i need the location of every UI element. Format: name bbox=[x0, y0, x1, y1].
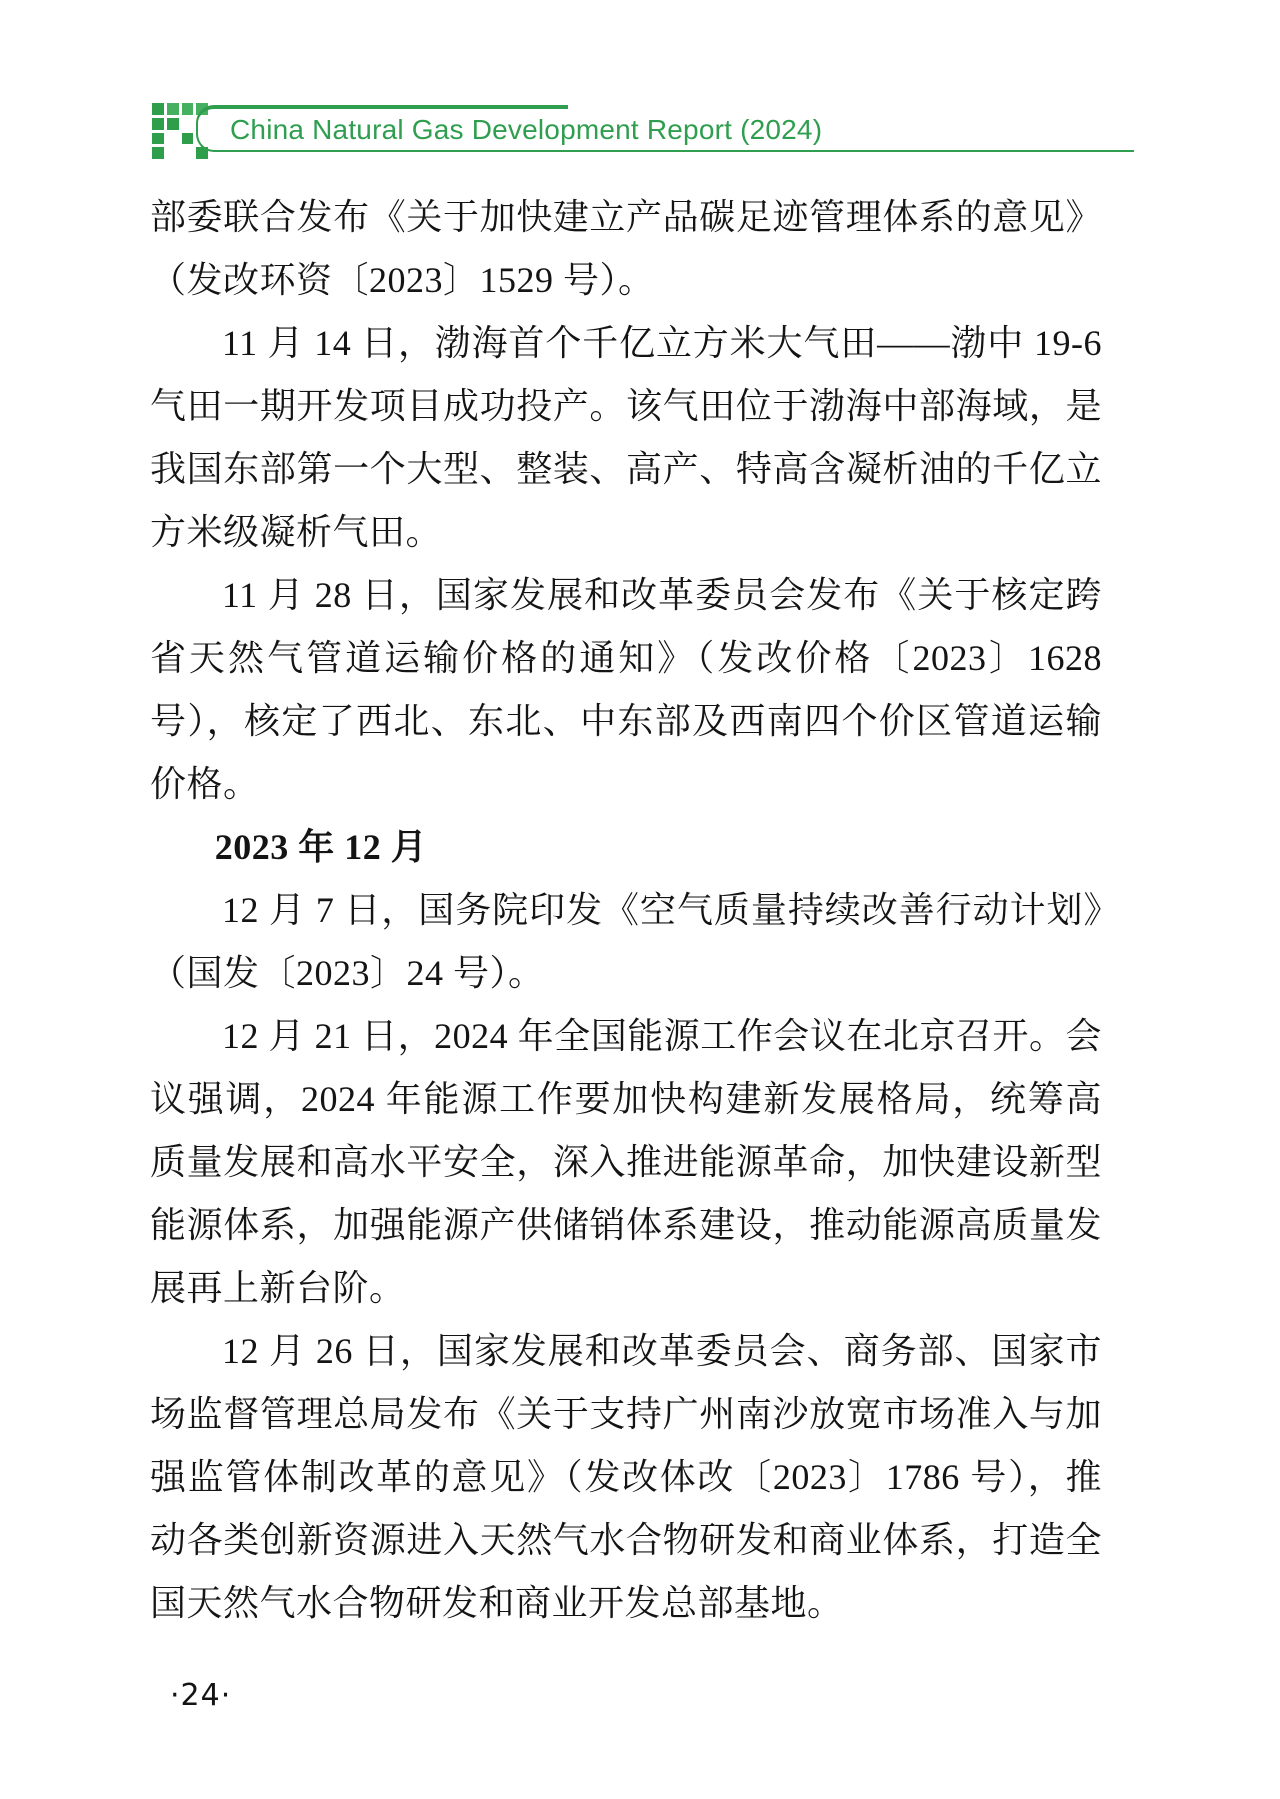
paragraph: 11 月 14 日，渤海首个千亿立方米大气田——渤中 19-6 气田一期开发项目成功投产。该气田位于渤海中部海域，是我国东部第一个大型、整装、高产、特高含凝析油的千亿立方米级凝析气田。 bbox=[150, 323, 1102, 552]
report-header-title: China Natural Gas Development Report (2024) bbox=[230, 114, 823, 145]
logo-pixel bbox=[152, 103, 164, 115]
logo-pixel bbox=[152, 147, 164, 159]
paragraph: 12 月 7 日，国务院印发《空气质量持续改善行动计划》（国发〔2023〕24 号）。 bbox=[150, 890, 1102, 993]
section-heading: 2023 年 12 月 bbox=[214, 827, 428, 867]
page-number: ·24· bbox=[170, 1678, 232, 1713]
paragraph: 部委联合发布《关于加快建立产品碳足迹管理体系的意见》（发改环资〔2023〕1529 号）。 bbox=[150, 197, 1102, 300]
paragraph: 11 月 28 日，国家发展和改革委员会发布《关于核定跨省天然气管道运输价格的通知》（发改价格〔2023〕1628 号），核定了西北、东北、中东部及西南四个价区管道运输价格。 bbox=[150, 575, 1102, 804]
logo-pixel bbox=[152, 118, 164, 130]
logo-pixel bbox=[152, 133, 164, 145]
document-body bbox=[150, 186, 1102, 1635]
paragraph: 12 月 21 日，2024 年全国能源工作会议在北京召开。会议强调，2024 年能源工作要加快构建新发展格局，统筹高质量发展和高水平安全，深入推进能源革命，加快建设新型能源体系，加强能源产供储销体系建设，推动能源高质量发展再上新台阶。 bbox=[150, 1016, 1102, 1308]
paragraph: 12 月 26 日，国家发展和改革委员会、商务部、国家市场监督管理总局发布《关于支持广州南沙放宽市场准入与加强监管体制改革的意见》（发改体改〔2023〕1786 号），推动各类创新资源进入天然气水合物研发和商业体系，打造全国天然气水合物研发和商业开发总部基地。 bbox=[150, 1331, 1102, 1623]
logo-pixel bbox=[182, 133, 194, 145]
logo-pixel bbox=[167, 103, 179, 115]
logo-pixel bbox=[182, 103, 194, 115]
header-rule bbox=[566, 150, 1134, 152]
logo-pixel bbox=[167, 118, 179, 130]
